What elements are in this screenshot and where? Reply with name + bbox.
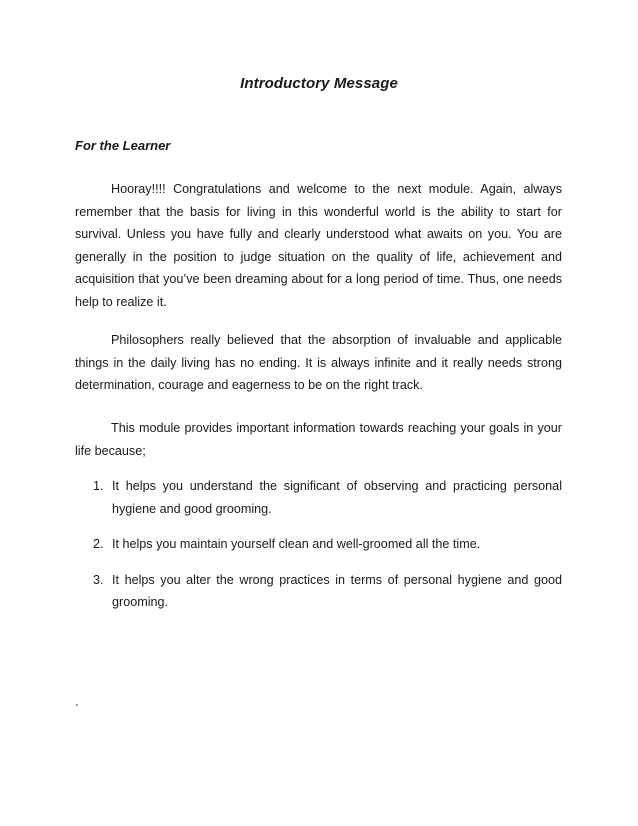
list-item	[75, 475, 562, 520]
paragraph-philosophers: Philosophers really believed that the absorption of invaluable and applicable things in the daily living has no ending. It is always infinite and it really needs strong determination, courage and eagerness to be on the right track.	[75, 333, 562, 392]
list-item-number: 3.	[93, 572, 104, 587]
stray-mark: `	[75, 702, 79, 716]
section-subtitle: For the Learner	[75, 138, 171, 153]
paragraph-intro: Hooray!!!! Congratulations and welcome to the next module. Again, always remember that the basis for living in this wonderful world is the ability to start for survival. Unless you have fully and clearly understood what awaits on you. You are generally in the position to judge situation on the quality of life, achievement and acquisition that you’ve been dreaming about for a long period of time. Thus, one needs help to realize it.	[75, 182, 562, 309]
page-title: Introductory Message	[240, 75, 398, 92]
list-item-text: It helps you alter the wrong practices in terms of personal hygiene and good grooming.	[112, 572, 562, 609]
paragraph-module: This module provides important information towards reaching your goals in your life because;	[75, 421, 562, 458]
benefits-list	[75, 475, 562, 627]
list-item-number: 1.	[93, 479, 104, 493]
list-item	[75, 533, 562, 556]
list-item	[75, 569, 562, 614]
list-item-text: It helps you maintain yourself clean and well-groomed all the time.	[112, 537, 481, 551]
list-item-text: It helps you understand the significant of observing and practicing personal hygiene and good grooming.	[112, 479, 562, 516]
list-item-number: 2.	[93, 537, 104, 551]
